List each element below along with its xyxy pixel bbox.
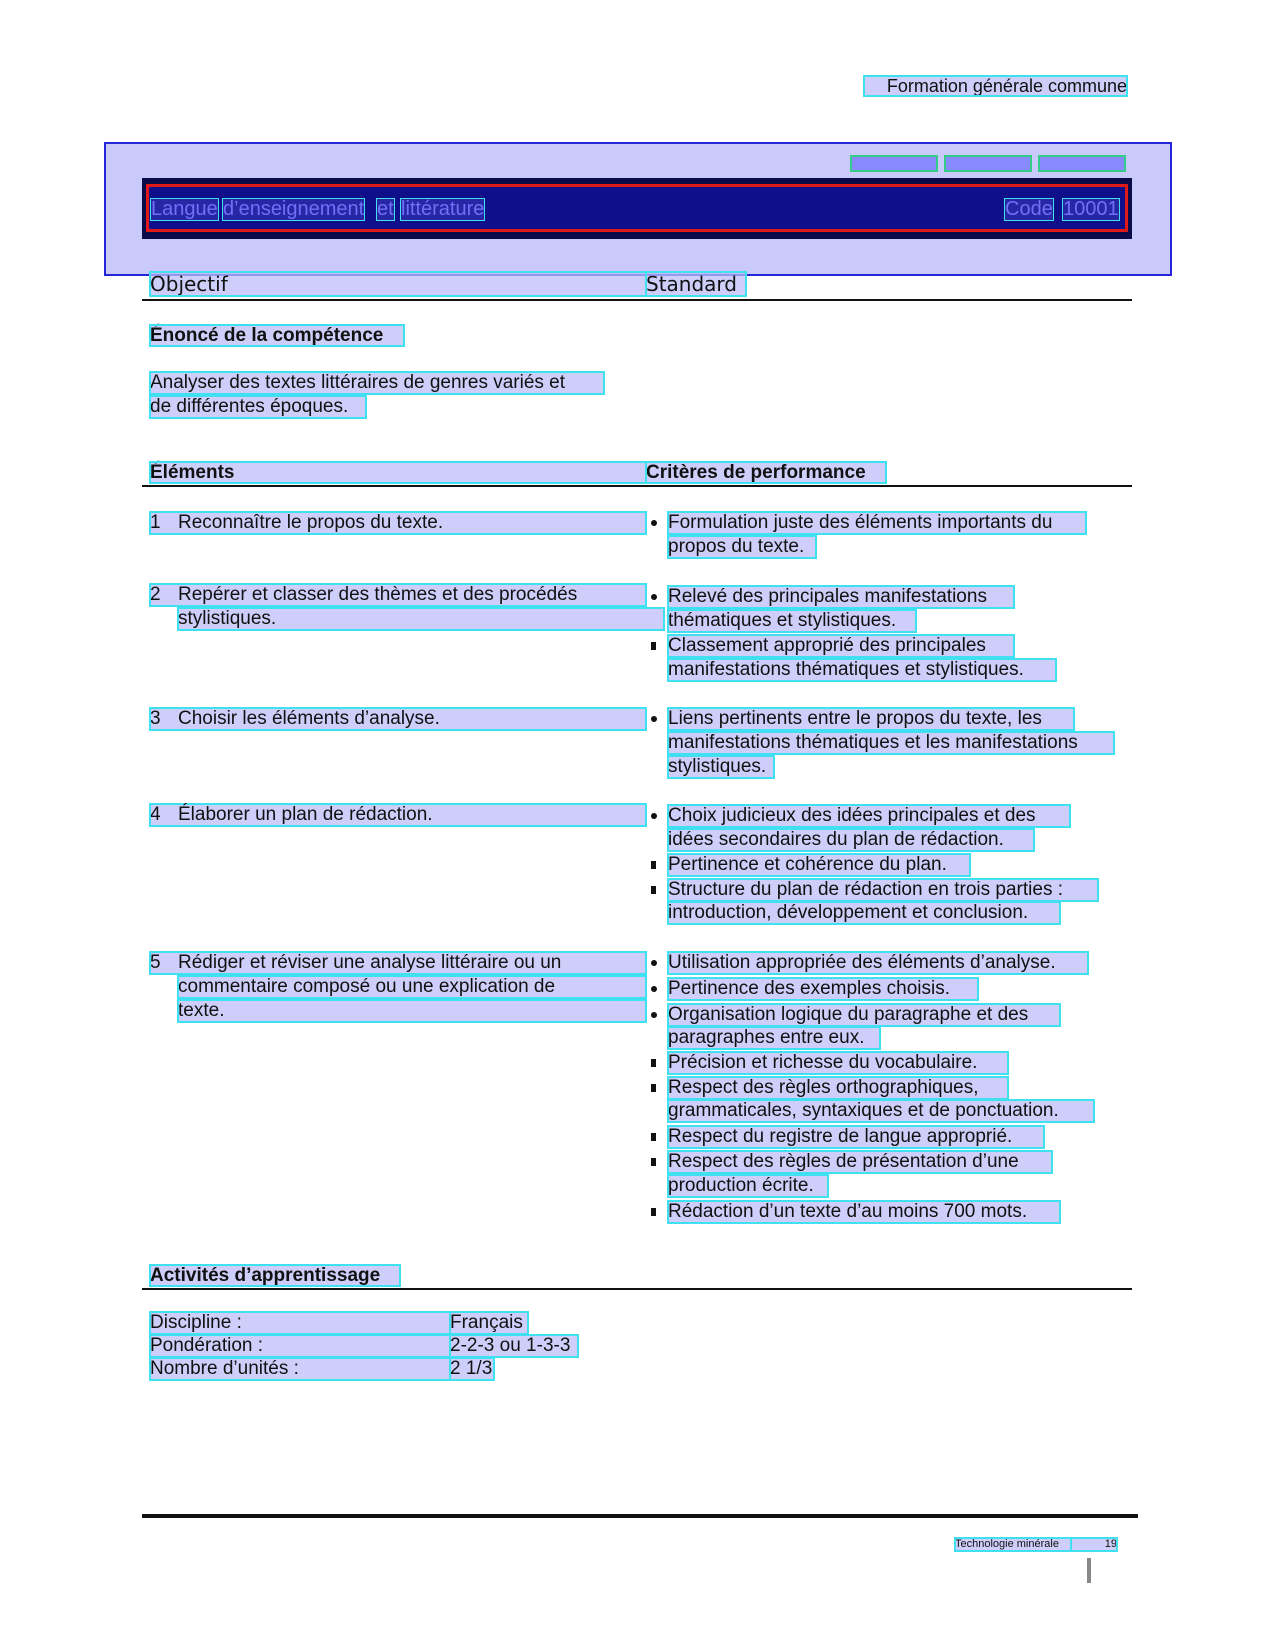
column-heading-objectif: Objectif [150, 272, 646, 296]
band-marker [1038, 155, 1126, 172]
criterion-item: Relevé des principales manifestations [668, 586, 1014, 608]
criterion-item: Liens pertinents entre le propos du texte, les [668, 708, 1074, 730]
element-text: Choisir les éléments d’analyse. [178, 708, 440, 729]
title-band-markers [850, 155, 1126, 172]
activity-label: Discipline : [150, 1312, 450, 1334]
criterion-item-continued: thématiques et stylistiques. [668, 610, 916, 632]
course-title-word: et [377, 198, 394, 220]
element-number: 1 [150, 512, 161, 533]
course-title-word: d’enseignement [223, 198, 365, 220]
criterion-item-continued: production écrite. [668, 1175, 828, 1197]
criterion-item: Pertinence des exemples choisis. [668, 978, 978, 1000]
criterion-item-continued: propos du texte. [668, 536, 816, 558]
competence-statement-line: Analyser des textes littéraires de genres variés et [150, 372, 604, 394]
element-row [150, 512, 646, 534]
element-text: Repérer et classer des thèmes et des procédés [178, 584, 578, 605]
course-code-value: 10001 [1063, 198, 1119, 220]
activity-label: Nombre d’unités : [150, 1358, 450, 1380]
element-number: 3 [150, 708, 161, 729]
divider [142, 1288, 1132, 1290]
band-marker [944, 155, 1032, 172]
element-text-continued: stylistiques. [178, 608, 664, 630]
element-row [150, 708, 646, 730]
element-number: 5 [150, 952, 161, 973]
element-text-continued: commentaire composé ou une explication de [178, 976, 646, 998]
divider [142, 485, 1132, 487]
element-text: Reconnaître le propos du texte. [178, 512, 444, 533]
competence-statement-line: de différentes époques. [150, 396, 366, 418]
element-row [150, 804, 646, 826]
competence-heading: Énoncé de la compétence [150, 325, 404, 346]
course-title-word: Langue [151, 198, 218, 220]
criterion-item-continued: introduction, développement et conclusion. [668, 902, 1060, 924]
criterion-item: Choix judicieux des idées principales et des [668, 805, 1070, 827]
column-heading-standard: Standard [646, 272, 746, 296]
activity-label: Pondération : [150, 1335, 450, 1357]
criterion-item: Pertinence et cohérence du plan. [668, 854, 970, 876]
element-number: 2 [150, 584, 161, 605]
criterion-item: Précision et richesse du vocabulaire. [668, 1052, 1008, 1074]
criterion-item-continued: grammaticales, syntaxiques et de ponctuation. [668, 1100, 1094, 1122]
criterion-item: Respect du registre de langue approprié. [668, 1126, 1044, 1148]
criterion-item: Formulation juste des éléments importants du [668, 512, 1086, 534]
element-text: Élaborer un plan de rédaction. [178, 804, 433, 825]
element-number: 4 [150, 804, 161, 825]
criteria-heading: Critères de performance [646, 462, 886, 483]
footer-divider [142, 1514, 1138, 1518]
activity-value: Français [450, 1312, 528, 1334]
activity-value: 2 1/3 [450, 1358, 493, 1379]
course-code-label: Code [1005, 198, 1053, 220]
band-marker [850, 155, 938, 172]
program-header: Formation générale commune [864, 76, 1127, 96]
criterion-item-continued: manifestations thématiques et stylistiques. [668, 659, 1056, 681]
criterion-item-continued: paragraphes entre eux. [668, 1027, 880, 1049]
criterion-item: Classement approprié des principales [668, 635, 1014, 657]
course-title-word: littérature [401, 198, 485, 220]
element-row [150, 952, 646, 974]
divider [142, 299, 1132, 301]
elements-heading: Éléments [150, 462, 646, 483]
page-marker [1087, 1558, 1091, 1583]
criterion-item: Rédaction d’un texte d’au moins 700 mots. [668, 1201, 1060, 1223]
element-text-continued: texte. [178, 1000, 646, 1022]
criterion-item-continued: stylistiques. [668, 756, 774, 778]
criterion-item: Respect des règles de présentation d’une [668, 1151, 1052, 1173]
footer-page-number: 19 [1071, 1538, 1117, 1551]
criterion-item: Organisation logique du paragraphe et des [668, 1004, 1060, 1026]
criterion-item-continued: idées secondaires du plan de rédaction. [668, 829, 1034, 851]
criterion-item: Respect des règles orthographiques, [668, 1077, 1008, 1099]
criterion-item: Utilisation appropriée des éléments d’analyse. [668, 952, 1088, 974]
criterion-item: Structure du plan de rédaction en trois parties : [668, 879, 1098, 901]
element-row [150, 584, 646, 606]
footer-program-name: Technologie minérale [955, 1538, 1071, 1551]
criterion-item-continued: manifestations thématiques et les manifestations [668, 732, 1114, 754]
element-text: Rédiger et réviser une analyse littéraire ou un [178, 952, 562, 973]
activity-value: 2-2-3 ou 1-3-3 [450, 1335, 578, 1357]
activities-heading: Activités d’apprentissage [150, 1265, 400, 1286]
